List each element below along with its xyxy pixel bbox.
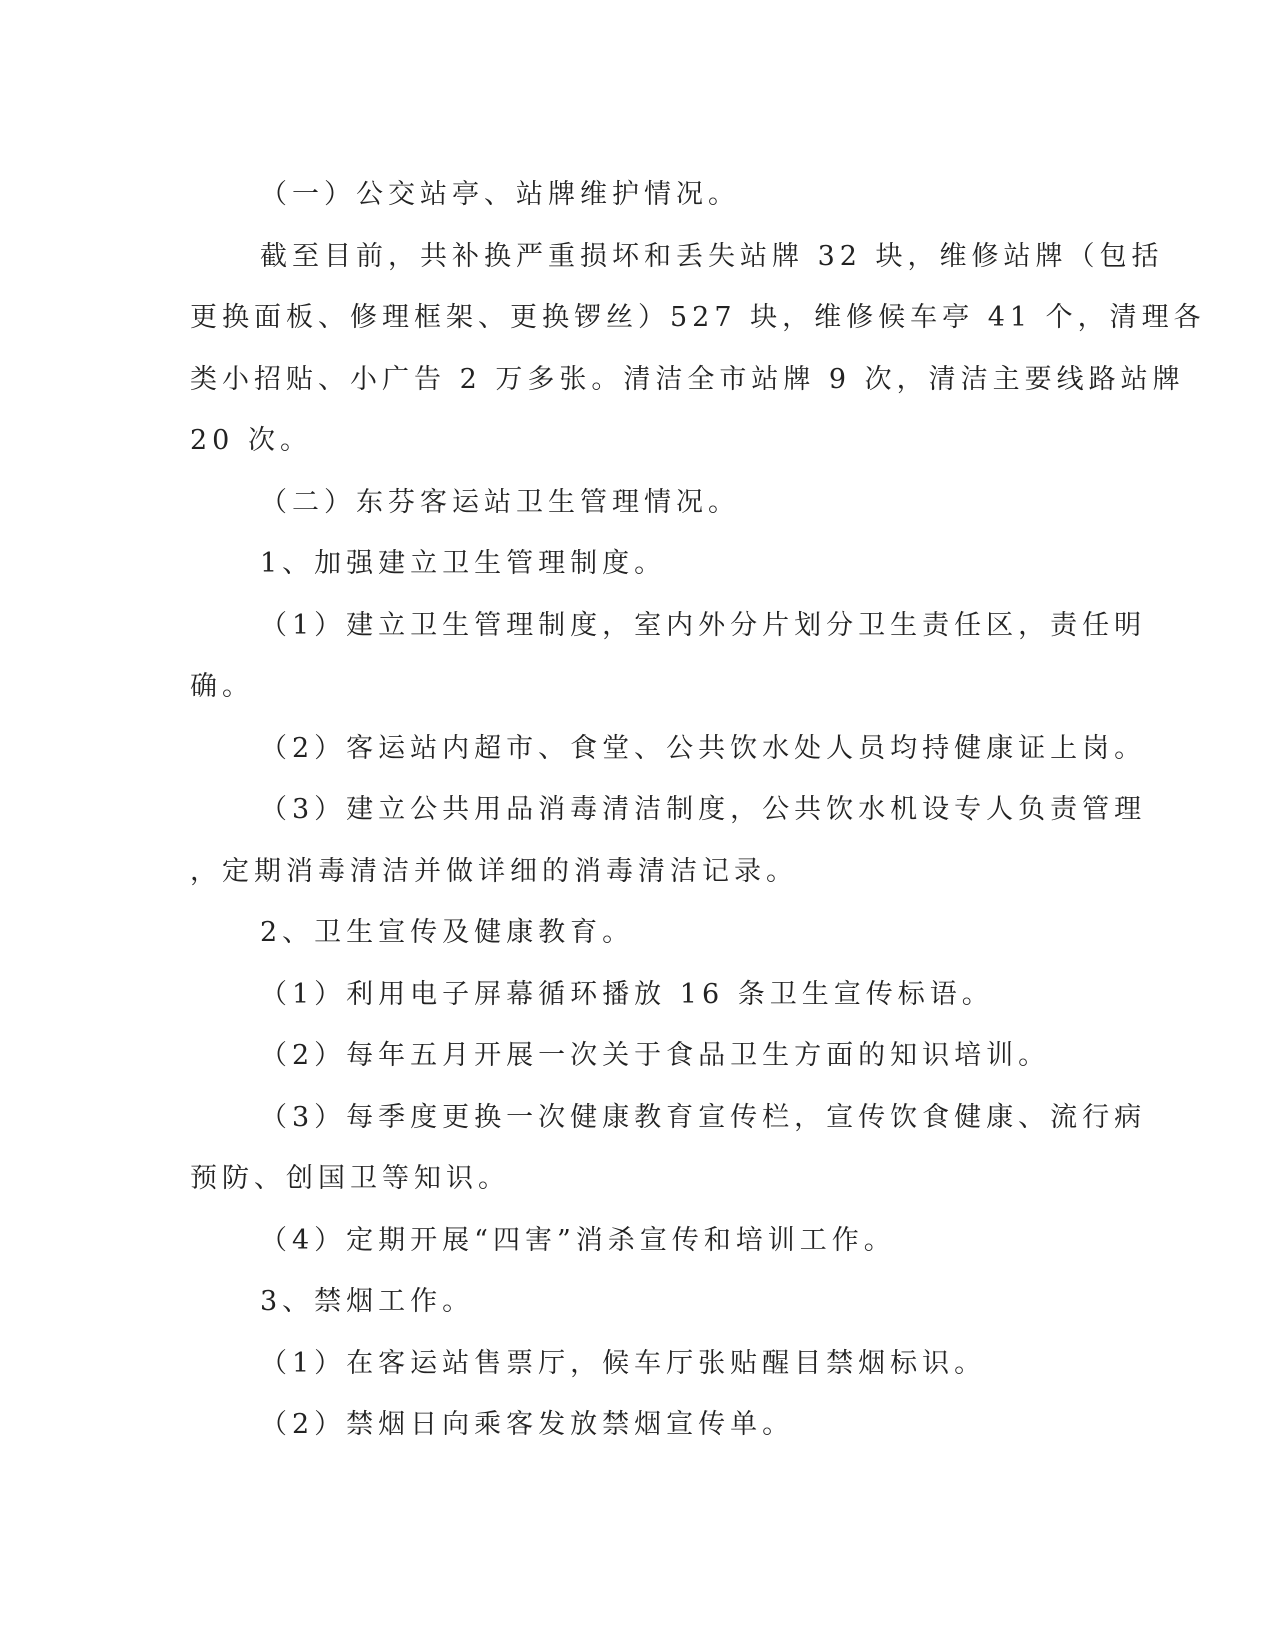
list-item-line: （2）客运站内超市、食堂、公共饮水处人员均持健康证上岗。	[260, 732, 1147, 764]
section-heading-station-hygiene: （二）东芬客运站卫生管理情况。	[260, 486, 740, 518]
list-item-line: （1）利用电子屏幕循环播放 16 条卫生宣传标语。	[260, 978, 994, 1010]
list-item-line: （2）禁烟日向乘客发放禁烟宣传单。	[260, 1409, 795, 1440]
list-item-line: （4）定期开展“四害”消杀宣传和培训工作。	[260, 1224, 896, 1256]
list-item-line: ，定期消毒清洁并做详细的消毒清洁记录。	[190, 855, 798, 887]
subheading-health-education: 2、卫生宣传及健康教育。	[260, 917, 635, 948]
section-heading-bus-stops: （一）公交站亭、站牌维护情况。	[260, 179, 740, 210]
list-item-line: （1）建立卫生管理制度，室内外分片划分卫生责任区，责任明	[260, 609, 1147, 641]
document-body	[190, 164, 1206, 1456]
list-item-line: （1）在客运站售票厅，候车厅张贴醒目禁烟标识。	[260, 1347, 987, 1379]
list-item-line: （3）每季度更换一次健康教育宣传栏，宣传饮食健康、流行病	[260, 1101, 1147, 1133]
paragraph-line: 类小招贴、小广告 2 万多张。清洁全市站牌 9 次，清洁主要线路站牌	[190, 363, 1185, 395]
list-item-line: 预防、创国卫等知识。	[190, 1163, 510, 1194]
subheading-no-smoking: 3、禁烟工作。	[260, 1286, 475, 1317]
list-item-line: （3）建立公共用品消毒清洁制度，公共饮水机设专人负责管理	[260, 794, 1147, 825]
list-item-line: （2）每年五月开展一次关于食品卫生方面的知识培训。	[260, 1040, 1051, 1071]
paragraph-line: 20 次。	[190, 425, 312, 456]
paragraph-line: 截至目前，共补换严重损坏和丢失站牌 32 块，维修站牌（包括	[260, 240, 1164, 272]
list-item-line: 确。	[190, 671, 254, 702]
paragraph-line: 更换面板、修理框架、更换锣丝）527 块，维修候车亭 41 个，清理各	[190, 302, 1206, 333]
subheading-management-system: 1、加强建立卫生管理制度。	[260, 548, 667, 579]
